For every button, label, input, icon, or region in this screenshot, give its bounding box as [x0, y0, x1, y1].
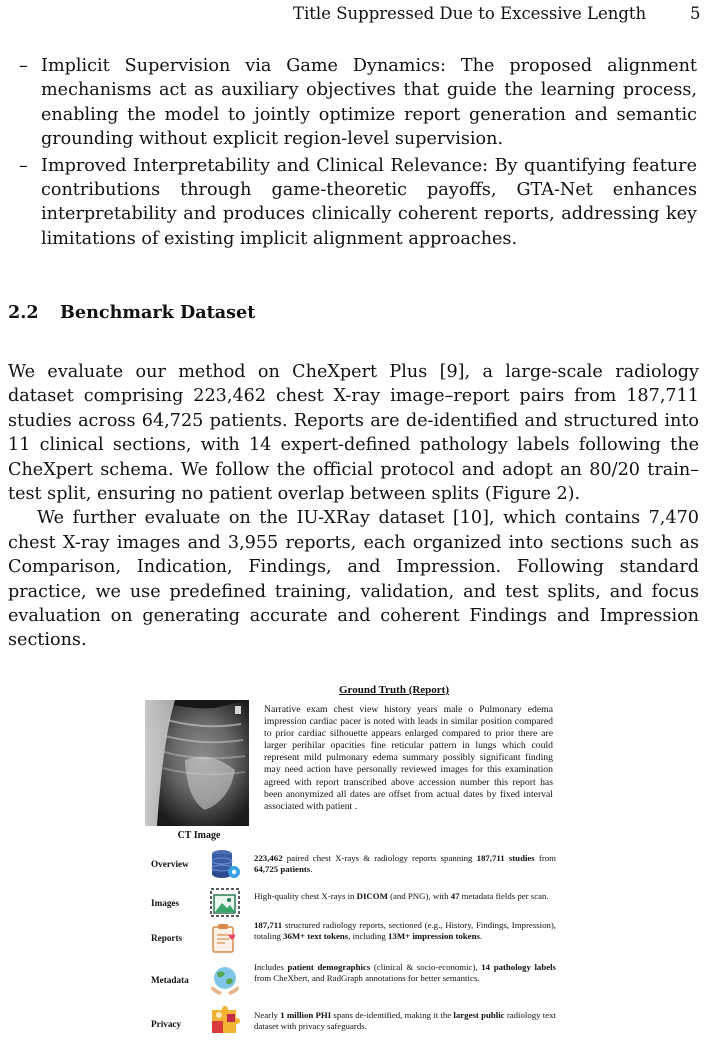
stat-row-reports	[145, 920, 565, 956]
image-icon	[209, 886, 241, 918]
description-text: .	[310, 864, 313, 874]
emphasis-text: 14 pathology labels	[481, 962, 556, 972]
list-item	[0, 154, 697, 252]
row-description	[254, 1010, 556, 1032]
list-item	[0, 54, 697, 152]
ground-truth-report: Narrative exam chest view history years male o Pulmonary edema impression cardiac pacer is noted with leads in similar position compared to prior cardiac silhouette appears enlarged compared to prior there are larger perihilar opacities fine reticular pattern in lungs which could represent mild pulmonary edema summary possibly significant finding may need action have personally reviewed images for this examination agreed with report transcribed above accession number this report has been anonymized all dates are offset from actual dates by fixed interval associated with patient .	[264, 704, 553, 812]
emphasis-text: 187,711 studies	[476, 853, 535, 863]
row-label: Images	[151, 898, 180, 908]
emphasis-text: 36M+ text tokens	[283, 931, 349, 941]
row-description	[254, 920, 556, 942]
globe-hands-icon	[209, 964, 241, 996]
description-text: radiology text dataset with privacy safeguards.	[254, 1010, 556, 1031]
emphasis-text: 223,462	[254, 853, 283, 863]
row-description	[254, 853, 556, 875]
description-text: paired chest X-rays & radiology reports spanning	[282, 853, 477, 863]
description-text: structured radiology reports, sectioned (e.g., History, Findings, Impression), totaling	[254, 920, 556, 941]
description-text: (and PNG), with	[387, 891, 451, 901]
description-text: .	[479, 931, 483, 941]
description-text: from	[534, 853, 556, 863]
running-title: Title Suppressed Due to Excessive Length	[293, 4, 647, 23]
row-description	[254, 891, 556, 902]
page-number: 5	[690, 4, 701, 23]
section-heading	[8, 302, 255, 323]
stat-row-privacy	[145, 1004, 565, 1040]
row-label: Metadata	[151, 975, 189, 985]
image-caption: CT Image	[177, 830, 221, 841]
list-dash: –	[19, 155, 28, 176]
emphasis-text: 13M+ impression tokens	[388, 931, 480, 941]
section-number: 2.2	[8, 302, 39, 323]
description-text: metadata fields per scan.	[459, 891, 549, 901]
emphasis-text: 47	[450, 891, 460, 901]
emphasis-text: 64,725 patients	[254, 864, 311, 874]
paragraph: We evaluate our method on CheXpert Plus [9], a large-scale radiology dataset comprising 223,462 chest X-ray image–report pairs from 187,711 studies across 64,725 patients. Reports are de-identified and structured into 11 clinical sections, with 14 expert-defined pathology labels following the CheXpert schema. We follow the official protocol and adopt an 80/20 train–test split, ensuring no patient overlap between splits (Figure 2).	[8, 362, 699, 505]
privacy-puzzle-icon	[209, 1004, 241, 1036]
description-text: from CheXbert, and RadGraph annotations for better semantics.	[254, 973, 480, 983]
emphasis-text: 187,711	[254, 920, 283, 930]
description-text: (clinical & socio-economic),	[370, 962, 482, 972]
description-text: Includes	[254, 962, 288, 972]
stat-row-images	[145, 885, 565, 921]
running-header	[0, 4, 707, 26]
description-text: High-quality chest X-rays in	[254, 891, 357, 901]
list-dash: –	[19, 56, 28, 76]
chest-xray-image	[145, 700, 249, 826]
row-label: Reports	[151, 933, 183, 943]
row-label: Privacy	[151, 1019, 182, 1029]
list-item-text: Improved Interpretability and Clinical Relevance: By quantifying feature contributions through game-theoretic payoffs, GTA-Net enhances interpretability and produces clinically coherent reports, addressing key limitations of existing implicit alignment approaches.	[41, 155, 697, 249]
row-description	[254, 962, 556, 984]
ground-truth-title: Ground Truth (Report)	[339, 684, 450, 696]
description-text: Nearly	[254, 1010, 281, 1020]
emphasis-text: patient demographics	[287, 962, 371, 972]
section-body	[8, 360, 699, 653]
section-title: Benchmark Dataset	[60, 302, 256, 323]
description-text: spans de-identified, making it the	[331, 1010, 454, 1020]
paragraph: We further evaluate on the IU-XRay dataset [10], which contains 7,470 chest X-ray images and 3,955 reports, each organized into sections such as Comparison, Indication, Findings, and Impression. Following standard practice, we use predefined training, validation, and test splits, and focus evaluation on generating accurate and coherent Findings and Impression sections.	[8, 508, 699, 651]
description-text: , including	[348, 931, 389, 941]
dataset-figure	[145, 680, 565, 1040]
stat-row-overview	[145, 848, 565, 884]
stat-row-metadata	[145, 962, 565, 998]
list-item-text: Implicit Supervision via Game Dynamics: The proposed alignment mechanisms act as auxiliary objectives that guide the learning process, enabling the model to jointly optimize report generation and semantic grounding without explicit region-level supervision.	[41, 56, 697, 150]
emphasis-text: 1 million PHI	[280, 1010, 332, 1020]
emphasis-text: DICOM	[356, 891, 388, 901]
clipboard-report-icon	[209, 922, 241, 954]
row-label: Overview	[151, 859, 189, 869]
database-gear-icon	[209, 848, 241, 880]
contribution-list	[0, 54, 707, 253]
emphasis-text: largest public	[453, 1010, 505, 1020]
